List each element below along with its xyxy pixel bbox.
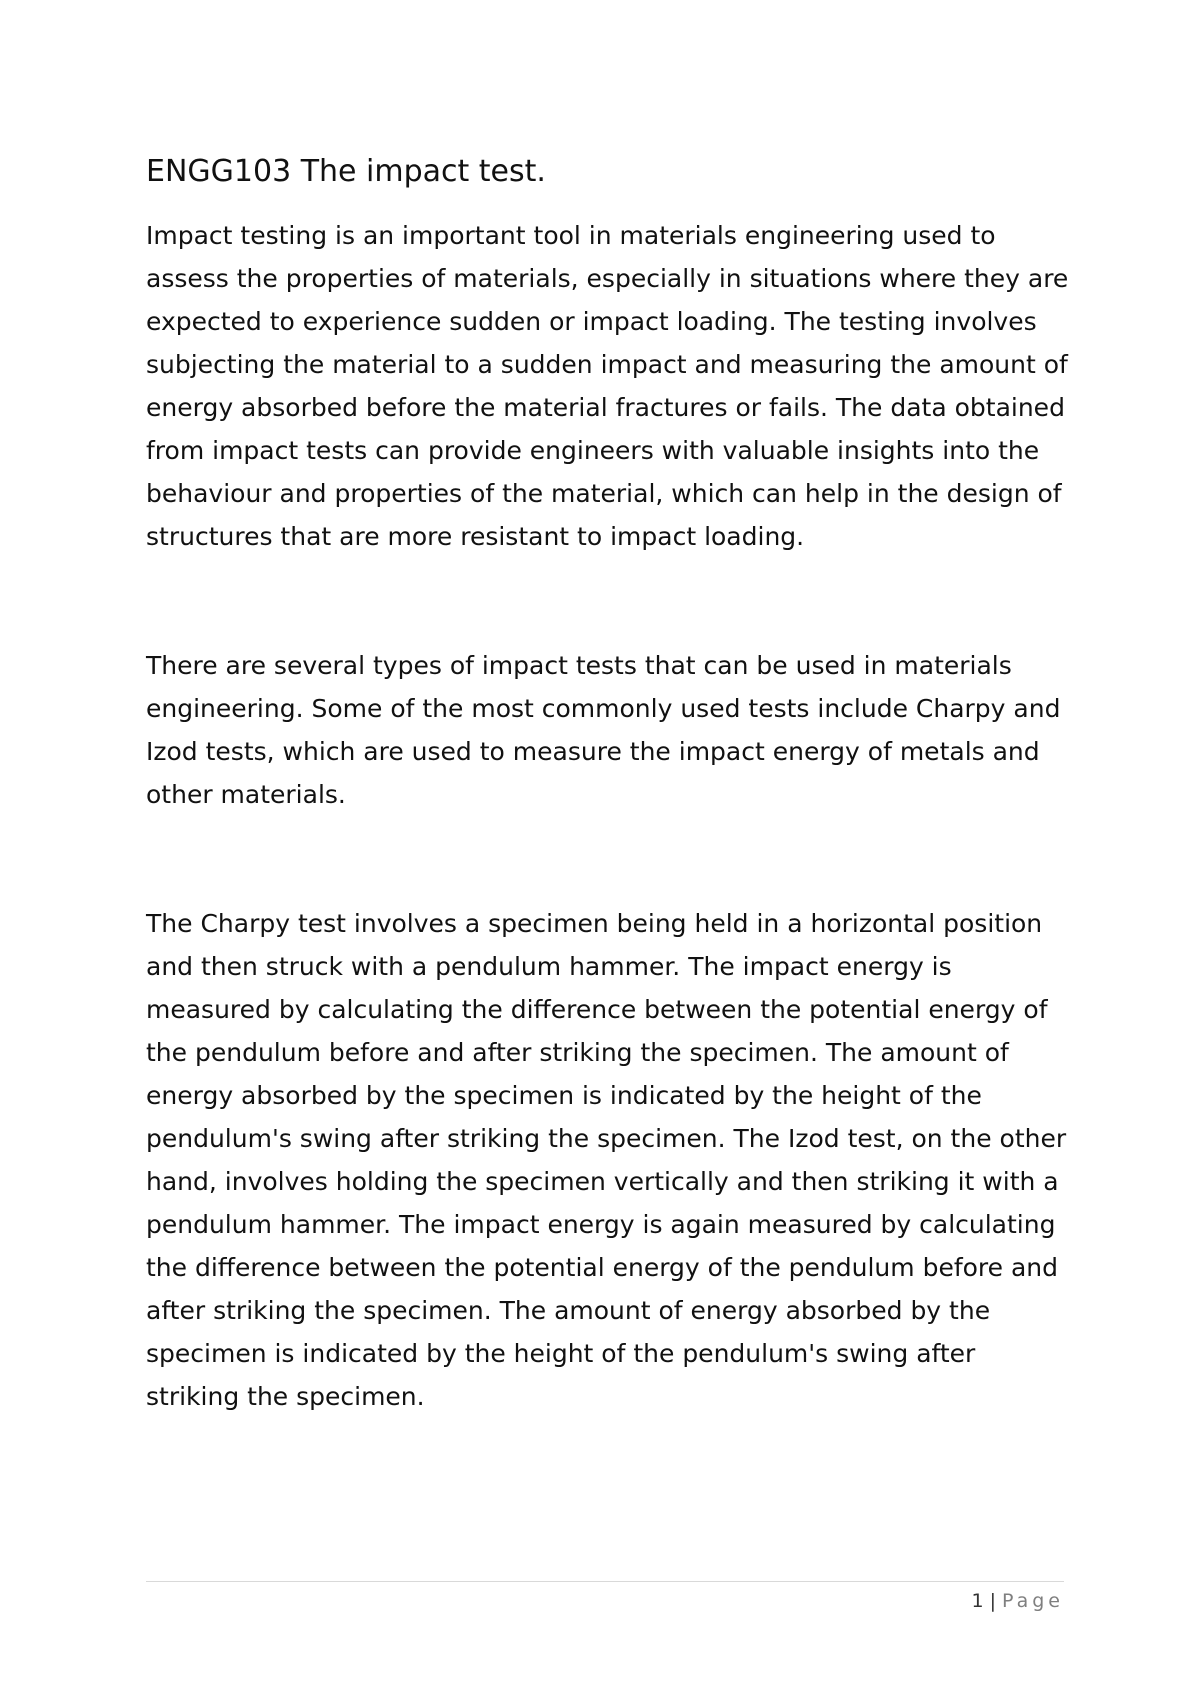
- paragraph-impact-test-types: There are several types of impact tests that can be used in materials engineering. Some of the most commonly used tests include Charpy and Izod tests, which are used to measure the impact energy of metals and other materials.: [146, 651, 1061, 809]
- page-label: Page: [1002, 1590, 1064, 1612]
- footer-separator: |: [989, 1590, 996, 1612]
- paragraph-impact-testing-intro: Impact testing is an important tool in materials engineering used to assess the properties of materials, especially in situations where they are expected to experience sudden or impact loading. The testing involves subjecting the material to a sudden impact and measuring the amount of energy absorbed before the material fractures or fails. The data obtained from impact tests can provide engineers with valuable insights into the behaviour and properties of the material, which can help in the design of structures that are more resistant to impact loading.: [146, 221, 1069, 551]
- document-title: ENGG103 The impact test.: [146, 154, 546, 189]
- page-number: 1: [971, 1590, 984, 1612]
- page-footer: [972, 1590, 1065, 1612]
- paragraph-charpy-izod: The Charpy test involves a specimen being held in a horizontal position and then struck with a pendulum hammer. The impact energy is measured by calculating the difference between the potential energy of the pendulum before and after striking the specimen. The amount of energy absorbed by the specimen is indicated by the height of the pendulum's swing after striking the specimen. The Izod test, on the other hand, involves holding the specimen vertically and then striking it with a pendulum hammer. The impact energy is again measured by calculating the difference between the potential energy of the pendulum before and after striking the specimen. The amount of energy absorbed by the specimen is indicated by the height of the pendulum's swing after striking the specimen.: [146, 909, 1067, 1411]
- footer-divider: [146, 1581, 1064, 1582]
- document-body: [146, 152, 1076, 1418]
